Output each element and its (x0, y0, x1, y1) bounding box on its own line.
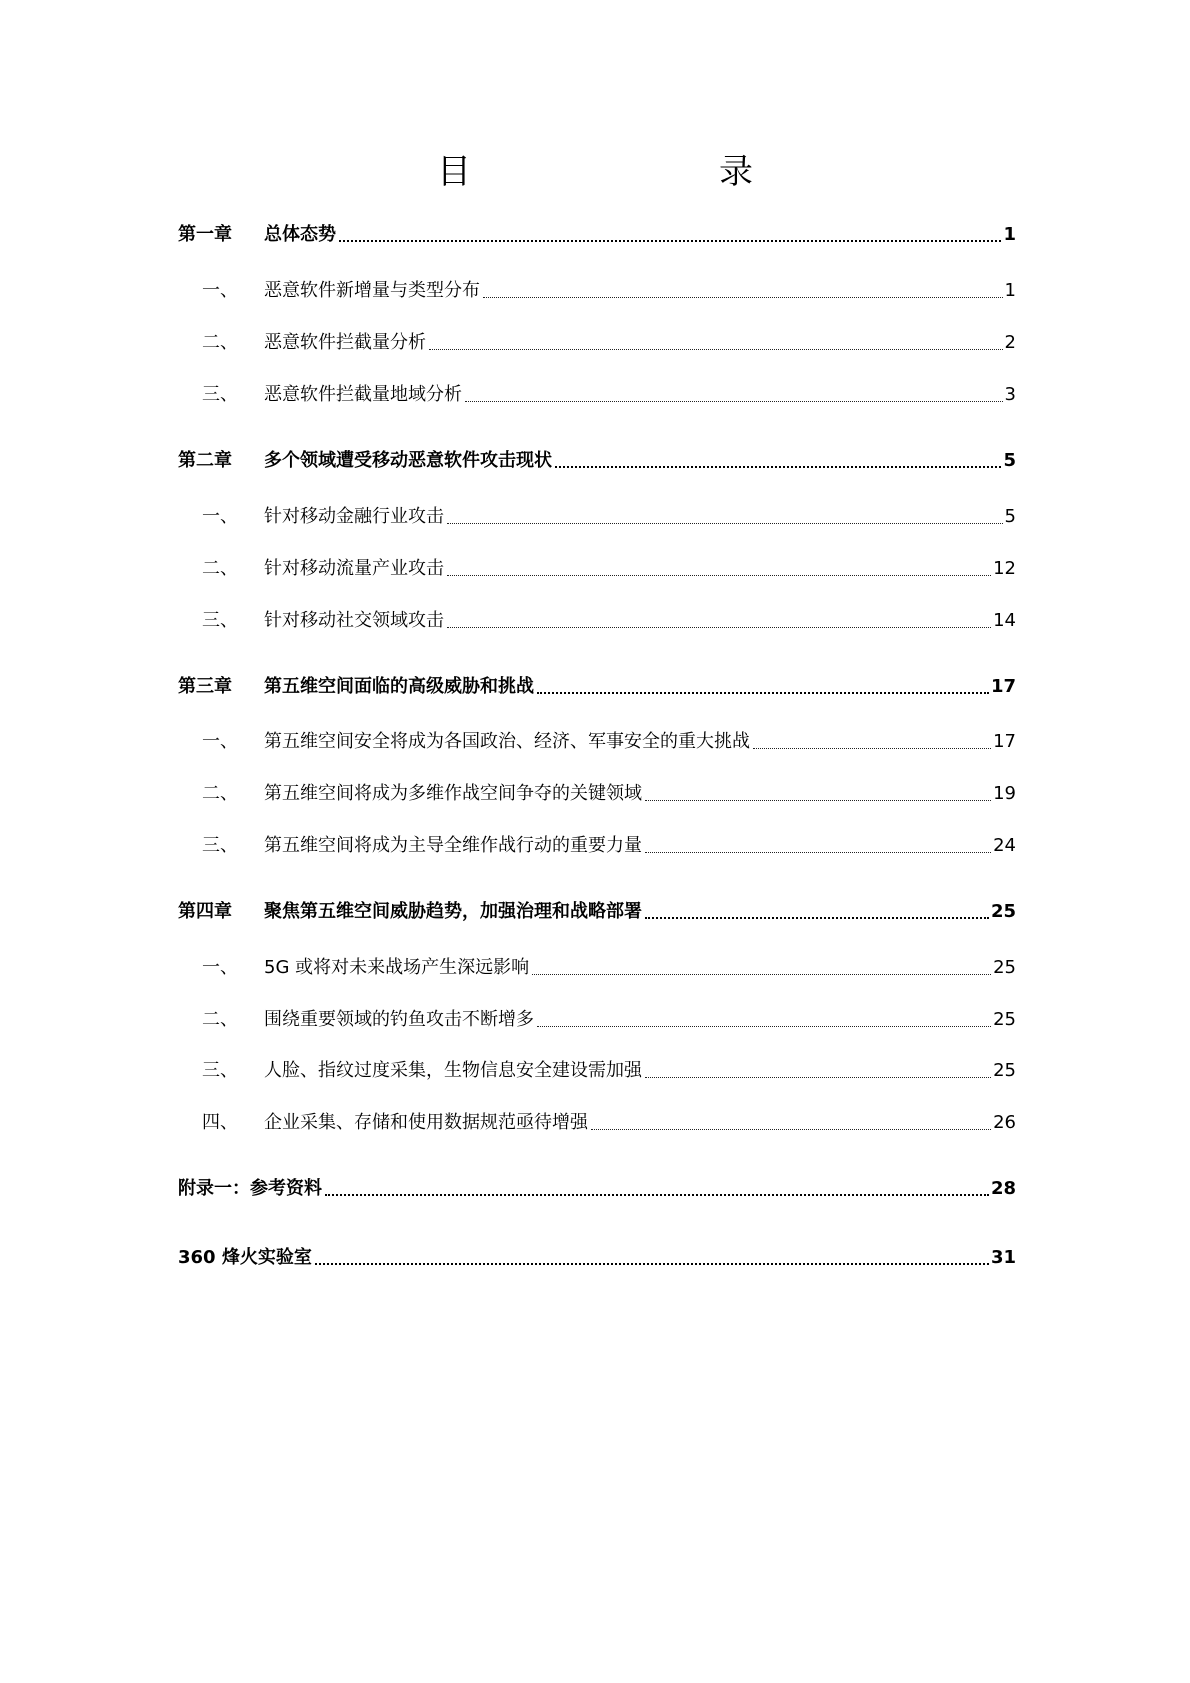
toc-entry-page-number: 24 (993, 835, 1016, 856)
toc-dot-leader (645, 916, 989, 919)
toc-entry-page-number: 1 (1003, 224, 1016, 245)
toc-entry-number: 第二章 (178, 450, 232, 471)
toc-dot-leader (555, 465, 1001, 468)
toc-entry-section[interactable] (178, 1007, 1016, 1033)
toc-entry-label: 第五维空间将成为主导全维作战行动的重要力量 (264, 835, 642, 856)
toc-entry-number: 二、 (202, 1009, 238, 1030)
toc-entry-page-number: 12 (993, 558, 1016, 579)
toc-dot-leader (447, 626, 991, 628)
toc-entry-label: 针对移动社交领域攻击 (264, 610, 444, 631)
toc-entry-label: 围绕重要领域的钓鱼攻击不断增多 (264, 1009, 534, 1030)
toc-dot-leader (645, 851, 991, 853)
toc-entry-page-number: 31 (990, 1247, 1016, 1268)
toc-entry-number: 四、 (202, 1112, 238, 1133)
toc-entry-label: 针对移动流量产业攻击 (264, 558, 444, 579)
toc-dot-leader (753, 747, 991, 749)
toc-entry-label: 第五维空间将成为多维作战空间争夺的关键领域 (264, 783, 642, 804)
toc-entry-page-number: 26 (993, 1112, 1016, 1133)
toc-entry-page-number: 3 (1004, 384, 1016, 405)
toc-entry-section[interactable] (178, 1058, 1016, 1084)
toc-entry-number: 三、 (202, 1060, 238, 1081)
toc-entry-section[interactable] (178, 382, 1016, 408)
toc-entry-page-number: 5 (1004, 506, 1016, 527)
toc-entry-number: 一、 (202, 731, 238, 752)
toc-entry-section[interactable] (178, 955, 1016, 981)
toc-dot-leader (429, 348, 1003, 350)
toc-dot-leader (537, 691, 989, 694)
toc-entry-section[interactable] (178, 781, 1016, 807)
toc-entry-page-number: 19 (993, 783, 1016, 804)
toc-entry-appendix[interactable] (178, 1176, 1016, 1202)
toc-entry-label: 人脸、指纹过度采集，生物信息安全建设需加强 (264, 1060, 642, 1081)
toc-entry-label: 第五维空间面临的高级威胁和挑战 (264, 676, 534, 697)
toc-entry-section[interactable] (178, 504, 1016, 530)
toc-dot-leader (315, 1262, 989, 1265)
toc-entry-number: 三、 (202, 610, 238, 631)
toc-dot-leader (447, 522, 1003, 524)
toc-dot-leader (591, 1128, 991, 1130)
toc-entry-page-number: 25 (993, 957, 1016, 978)
toc-dot-leader (532, 973, 991, 975)
toc-entry-label: 附录一：参考资料 (178, 1178, 322, 1199)
toc-entry-label: 5G 或将对未来战场产生深远影响 (264, 957, 530, 978)
toc-entry-label: 企业采集、存储和使用数据规范亟待增强 (264, 1112, 588, 1133)
toc-entry-page-number: 25 (993, 1009, 1016, 1030)
toc-dot-leader (645, 1076, 991, 1078)
toc-entry-number: 第一章 (178, 224, 232, 245)
toc-dot-leader (645, 799, 991, 801)
toc-entry-chapter[interactable] (178, 899, 1016, 925)
toc-dot-leader (339, 239, 1001, 242)
toc-entry-label: 总体态势 (264, 224, 336, 245)
toc-entry-section[interactable] (178, 556, 1016, 582)
toc-dot-leader (325, 1193, 989, 1196)
toc-entry-section[interactable] (178, 278, 1016, 304)
toc-dot-leader (537, 1025, 991, 1027)
toc-entry-label: 多个领域遭受移动恶意软件攻击现状 (264, 450, 552, 471)
toc-dot-leader (447, 574, 991, 576)
toc-entry-label: 360 烽火实验室 (178, 1247, 312, 1268)
toc-entry-page-number: 25 (993, 1060, 1016, 1081)
toc-dot-leader (465, 400, 1003, 402)
toc-entry-number: 第四章 (178, 901, 232, 922)
toc-entry-label: 恶意软件拦截量分析 (264, 332, 426, 353)
toc-entry-number: 二、 (202, 332, 238, 353)
toc-entry-chapter[interactable] (178, 674, 1016, 700)
toc-entry-section[interactable] (178, 330, 1016, 356)
toc-entry-page-number: 1 (1004, 280, 1016, 301)
toc-entry-label: 第五维空间安全将成为各国政治、经济、军事安全的重大挑战 (264, 731, 750, 752)
toc-entry-page-number: 17 (993, 731, 1016, 752)
toc-entry-page-number: 2 (1004, 332, 1016, 353)
toc-entry-section[interactable] (178, 729, 1016, 755)
toc-entry-chapter[interactable] (178, 448, 1016, 474)
toc-entry-page-number: 5 (1003, 450, 1016, 471)
toc-entry-number: 一、 (202, 506, 238, 527)
toc-entry-label: 针对移动金融行业攻击 (264, 506, 444, 527)
toc-entry-number: 三、 (202, 384, 238, 405)
toc-entry-number: 三、 (202, 835, 238, 856)
toc-entry-number: 二、 (202, 783, 238, 804)
toc-entry-label: 恶意软件新增量与类型分布 (264, 280, 480, 301)
toc-entry-section[interactable] (178, 608, 1016, 634)
toc-dot-leader (483, 296, 1003, 298)
toc-entry-chapter[interactable] (178, 222, 1016, 248)
toc-entry-section[interactable] (178, 833, 1016, 859)
toc-entry-number: 一、 (202, 280, 238, 301)
toc-entry-label: 恶意软件拦截量地域分析 (264, 384, 462, 405)
toc-entry-page-number: 28 (990, 1178, 1016, 1199)
toc-entry-page-number: 25 (990, 901, 1016, 922)
toc-entry-number: 一、 (202, 957, 238, 978)
toc-title: 目 录 (437, 152, 813, 192)
toc-entry-section[interactable] (178, 1110, 1016, 1136)
toc-entry-number: 二、 (202, 558, 238, 579)
toc-entry-page-number: 14 (993, 610, 1016, 631)
toc-entry-appendix[interactable] (178, 1245, 1016, 1271)
toc-entry-page-number: 17 (990, 676, 1016, 697)
toc-entry-label: 聚焦第五维空间威胁趋势，加强治理和战略部署 (264, 901, 642, 922)
toc-entry-number: 第三章 (178, 676, 232, 697)
